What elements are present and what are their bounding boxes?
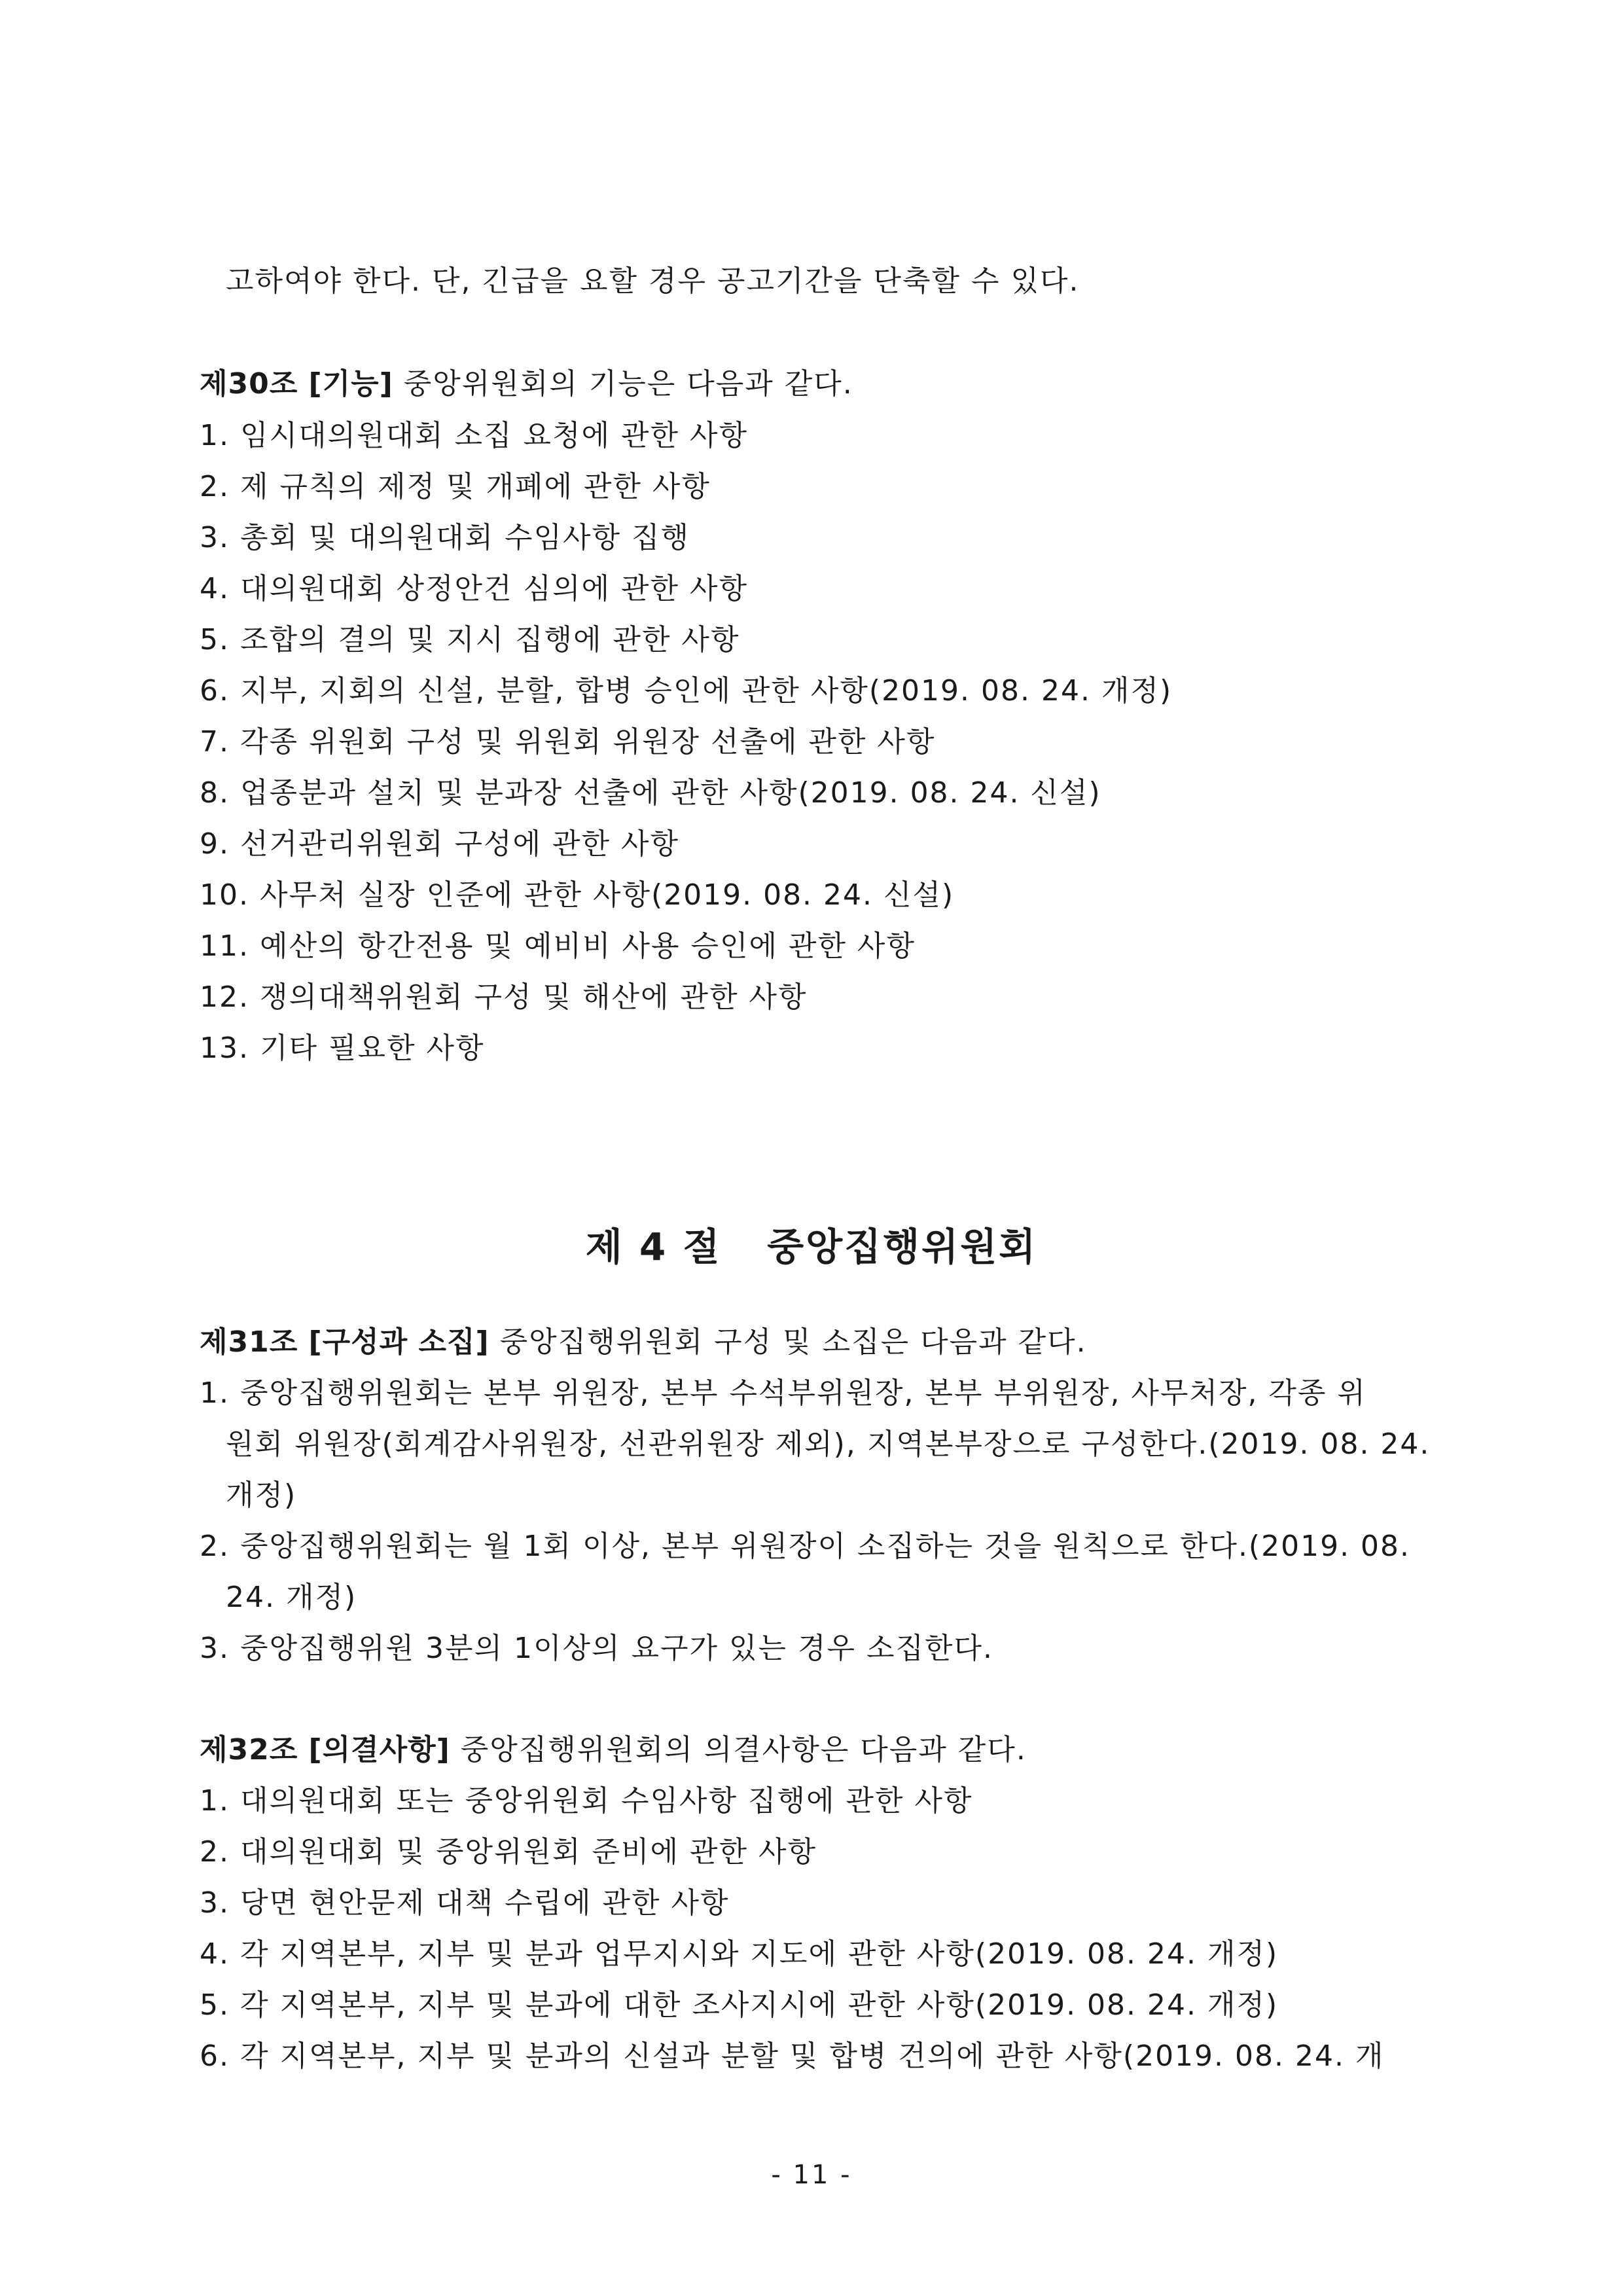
article-30-item: 6. 지부, 지회의 신설, 분할, 합병 승인에 관한 사항(2019. 08. 24. 개정) [200, 674, 1173, 708]
article-30-item: 5. 조합의 결의 및 지시 집행에 관한 사항 [200, 623, 740, 656]
article-30-item: 10. 사무처 실장 인준에 관한 사항(2019. 08. 24. 신설) [200, 878, 955, 912]
article-30-item: 11. 예산의 항간전용 및 예비비 사용 승인에 관한 사항 [200, 929, 916, 963]
article-30-item: 4. 대의원대회 상정안건 심의에 관한 사항 [200, 572, 748, 605]
article-30-item: 12. 쟁의대책위원회 구성 및 해산에 관한 사항 [200, 980, 808, 1014]
article-30-item: 3. 총회 및 대의원대회 수임사항 집행 [200, 521, 690, 554]
article-32-item: 1. 대의원대회 또는 중앙위원회 수임사항 집행에 관한 사항 [200, 1784, 973, 1818]
article-31-item-2-line-2: 24. 개정) [226, 1581, 357, 1614]
page-number: - 11 - [771, 2160, 852, 2190]
article-30-item: 9. 선거관리위원회 구성에 관한 사항 [200, 827, 679, 861]
article-31-intro: 중앙집행위원회 구성 및 소집은 다음과 같다. [489, 1325, 1087, 1359]
article-30-item: 2. 제 규칙의 제정 및 개폐에 관한 사항 [200, 470, 711, 503]
article-30-title: 제30조 [기능] [200, 367, 393, 401]
article-30-item: 1. 임시대의원대회 소집 요청에 관한 사항 [200, 419, 748, 452]
article-32-heading-line [200, 1732, 1027, 1768]
continuation-text: 고하여야 한다. 단, 긴급을 요할 경우 공고기간을 단축할 수 있다. [226, 264, 1080, 298]
article-32-item: 4. 각 지역본부, 지부 및 분과 업무지시와 지도에 관한 사항(2019. 08. 24. 개정) [200, 1937, 1279, 1971]
article-32-item: 2. 대의원대회 및 중앙위원회 준비에 관한 사항 [200, 1835, 817, 1869]
article-30-intro: 중앙위원회의 기능은 다음과 같다. [393, 367, 853, 401]
section-title: 제 4 절 중앙집행위원회 [585, 1225, 1038, 1269]
article-30-item: 7. 각종 위원회 구성 및 위원회 위원장 선출에 관한 사항 [200, 725, 936, 759]
article-30-item: 8. 업종분과 설치 및 분과장 선출에 관한 사항(2019. 08. 24. 신설) [200, 776, 1101, 810]
article-31-heading-line [200, 1324, 1087, 1360]
article-31-item-1-line-3: 개정) [226, 1479, 297, 1512]
article-32-item: 5. 각 지역본부, 지부 및 분과에 대한 조사지시에 관한 사항(2019. 08. 24. 개정) [200, 1988, 1279, 2022]
article-32-intro: 중앙집행위원회의 의결사항은 다음과 같다. [450, 1733, 1027, 1767]
article-31-item-1-line-1: 1. 중앙집행위원회는 본부 위원장, 본부 수석부위원장, 본부 부위원장, 사무처장, 각종 위 [200, 1376, 1366, 1410]
article-32-item: 3. 당면 현안문제 대책 수립에 관한 사항 [200, 1886, 730, 1920]
article-31-item-3: 3. 중앙집행위원 3분의 1이상의 요구가 있는 경우 소집한다. [200, 1632, 993, 1665]
article-31-item-2-line-1: 2. 중앙집행위원회는 월 1회 이상, 본부 위원장이 소집하는 것을 원칙으로 한다.(2019. 08. [200, 1530, 1411, 1563]
article-31-title: 제31조 [구성과 소집] [200, 1325, 490, 1359]
article-32-item: 6. 각 지역본부, 지부 및 분과의 신설과 분할 및 합병 건의에 관한 사항(2019. 08. 24. 개 [200, 2039, 1385, 2073]
article-30-item: 13. 기타 필요한 사항 [200, 1031, 485, 1065]
article-31-item-1-line-2: 원회 위원장(회계감사위원장, 선관위원장 제외), 지역본부장으로 구성한다.(2019. 08. 24. [226, 1427, 1431, 1461]
article-30-heading-line [200, 366, 853, 402]
article-32-title: 제32조 [의결사항] [200, 1733, 450, 1767]
